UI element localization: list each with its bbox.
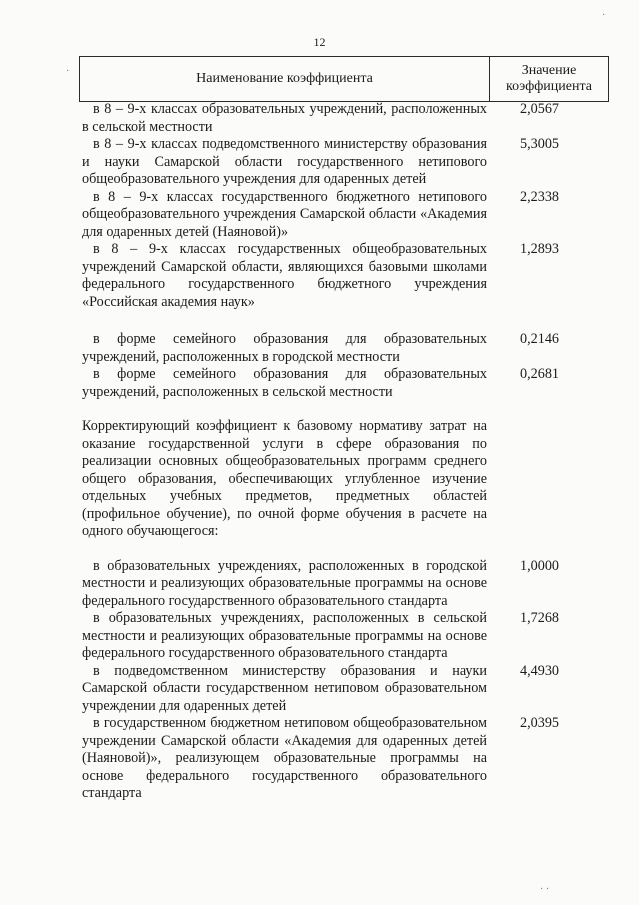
table-row xyxy=(82,331,612,366)
coefficient-name: в 8 – 9-х классах образовательных учреждений, расположенных в сельской местности xyxy=(82,101,487,135)
table-row xyxy=(82,101,612,136)
table-row xyxy=(82,241,612,311)
column-header-value-line1: Значение xyxy=(521,63,577,78)
coefficient-name: в подведомственном министерству образования и науки Самарской области государственном нетиповом образовательном учреждении для одаренных детей xyxy=(82,662,487,714)
coefficient-value: 1,7268 xyxy=(520,610,560,626)
table-row xyxy=(82,136,612,189)
coefficient-value: 0,2146 xyxy=(520,331,560,347)
scan-speck: · · xyxy=(540,884,550,895)
table-row xyxy=(82,558,612,611)
table-header xyxy=(79,56,609,102)
table-row xyxy=(82,610,612,663)
coefficient-name: в форме семейного образования для образовательных учреждений, расположенных в городской местности xyxy=(82,331,487,365)
coefficient-name: в образовательных учреждениях, расположенных в городской местности и реализующих образовательные программы на основе федерального государственного образовательного стандарта xyxy=(82,557,487,609)
scan-speck: · xyxy=(66,66,70,77)
column-header-value-line2: коэффициента xyxy=(506,79,592,94)
coefficient-value: 4,4930 xyxy=(520,662,560,679)
coefficient-table-body xyxy=(82,101,612,803)
table-row xyxy=(82,715,612,803)
column-header-value xyxy=(490,57,608,101)
coefficient-name: в форме семейного образования для образовательных учреждений, расположенных в сельской местности xyxy=(82,366,487,400)
coefficient-name: в образовательных учреждениях, расположенных в сельской местности и реализующих образовательные программы на основе федерального государственного образовательного стандарта xyxy=(82,610,487,661)
coefficient-name: в 8 – 9-х классах государственных общеобразовательных учреждений Самарской области, являющихся базовыми школами федерального государственного бюджетного учреждения «Российская академия наук» xyxy=(82,241,487,310)
coefficient-value: 0,2681 xyxy=(520,366,560,382)
column-header-name: Наименование коэффициента xyxy=(80,57,490,101)
table-row xyxy=(82,189,612,242)
section-heading-row xyxy=(82,418,612,541)
section-heading: Корректирующий коэффициент к базовому нормативу затрат на оказание государственной услуги в сфере образования по реализации основных общеобразовательных программ среднего общего образования, обеспечивающих углубленное изучение отдельных учебных предметов, предметных областей (профильное обучение), по очной форме обучения в расчете на одного обучающегося: xyxy=(82,418,487,539)
coefficient-value: 1,2893 xyxy=(520,241,560,257)
coefficient-name: в государственном бюджетном нетиповом общеобразовательном учреждении Самарской области «Академия для одаренных детей (Наяновой)», реализующем образовательные программы на основе федерального государственного образовательного стандарта xyxy=(82,715,487,801)
page-number: 12 xyxy=(313,35,326,49)
coefficient-name: в 8 – 9-х классах подведомственного министерству образования и науки Самарской области государственного нетипового общеобразовательного учреждения для одаренных детей xyxy=(82,136,487,187)
table-row xyxy=(82,663,612,716)
scan-speck: · xyxy=(602,10,606,21)
coefficient-value: 2,0395 xyxy=(520,715,560,731)
coefficient-value: 2,0567 xyxy=(520,101,560,117)
coefficient-value: 1,0000 xyxy=(520,557,560,574)
table-row xyxy=(82,366,612,401)
coefficient-value: 2,2338 xyxy=(520,188,560,205)
coefficient-name: в 8 – 9-х классах государственного бюджетного нетипового общеобразовательного учреждения Самарской области «Академия для одаренных детей (Наяновой)» xyxy=(82,188,487,240)
coefficient-value: 5,3005 xyxy=(520,136,560,152)
